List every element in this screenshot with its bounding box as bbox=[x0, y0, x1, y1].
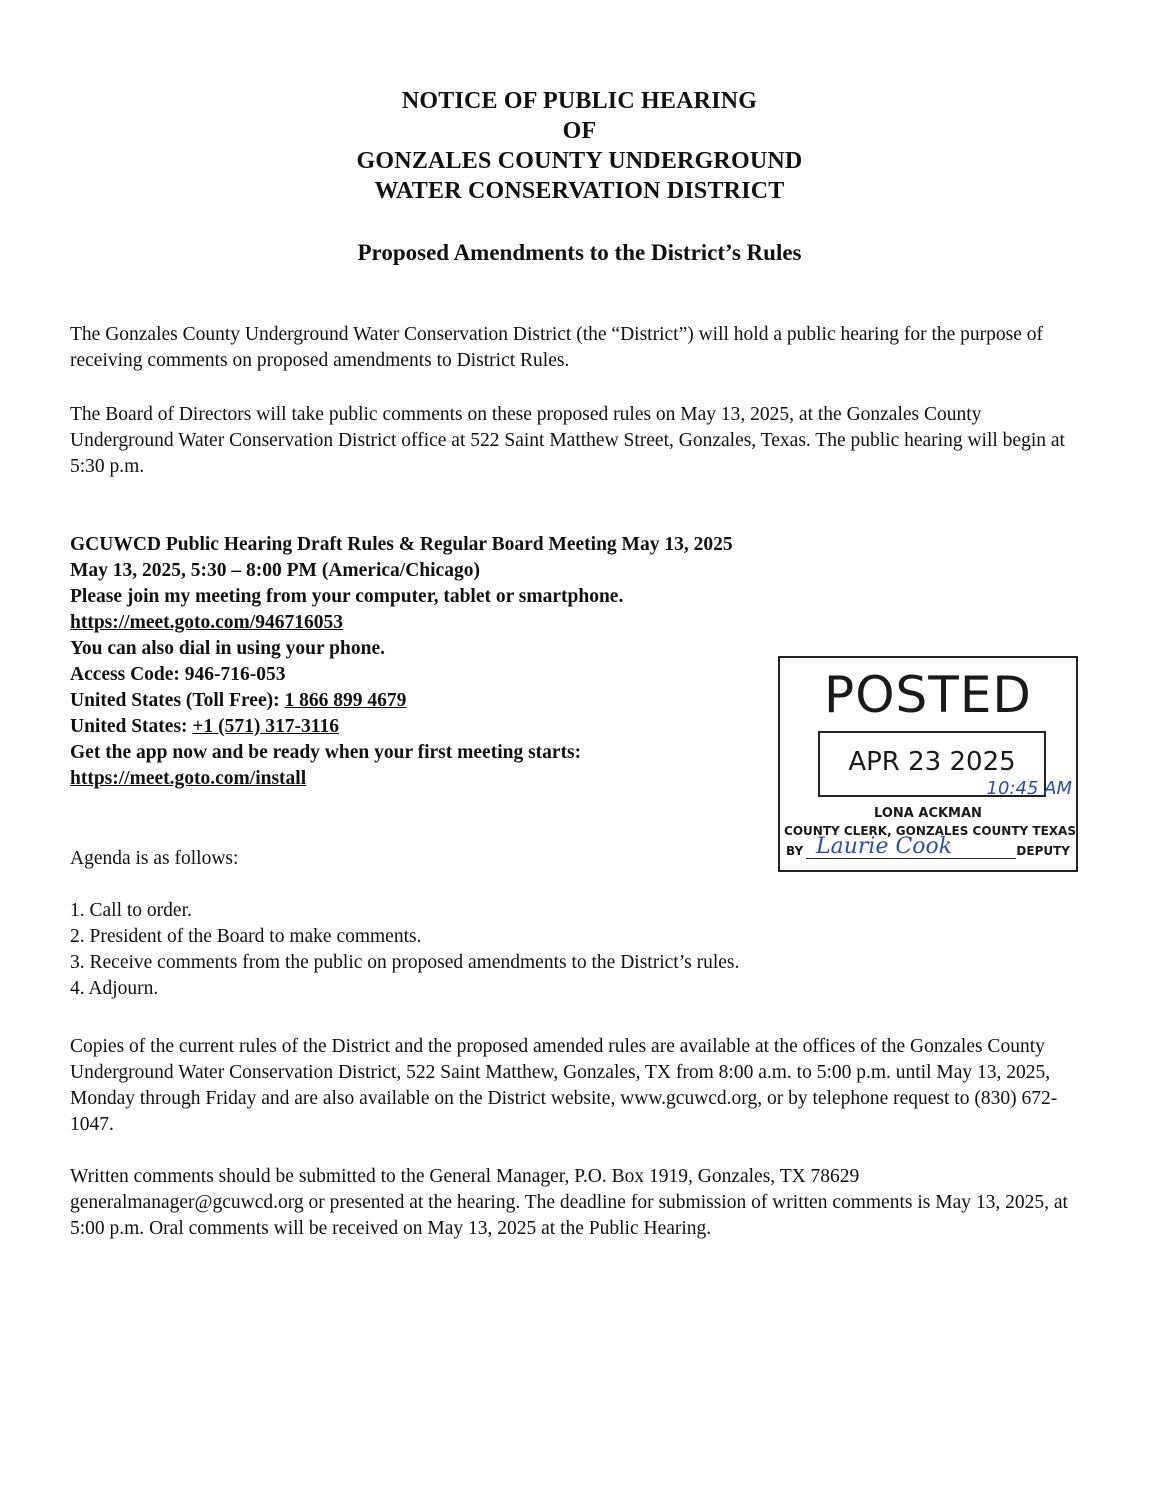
agenda-item: 3. Receive comments from the public on proposed amendments to the District’s rules. bbox=[70, 952, 740, 973]
meeting-title: GCUWCD Public Hearing Draft Rules & Regular Board Meeting May 13, 2025 bbox=[70, 534, 733, 555]
meeting-app-link[interactable]: https://meet.goto.com/install bbox=[70, 768, 307, 789]
stamp-clerk-name: LONA ACKMAN bbox=[874, 806, 982, 821]
title-line: NOTICE OF PUBLIC HEARING bbox=[401, 88, 758, 114]
agenda-item: 1. Call to order. bbox=[70, 900, 192, 921]
posted-stamp bbox=[778, 656, 1078, 872]
title-line: GONZALES COUNTY UNDERGROUND bbox=[356, 148, 803, 174]
title-line: OF bbox=[562, 118, 597, 144]
agenda-item: 4. Adjourn. bbox=[70, 978, 159, 999]
agenda-list bbox=[70, 898, 739, 1002]
stamp-posted-label: POSTED bbox=[824, 666, 1032, 724]
title-line: WATER CONSERVATION DISTRICT bbox=[374, 178, 785, 204]
meeting-join-link[interactable]: https://meet.goto.com/946716053 bbox=[70, 612, 343, 633]
stamp-by-label: BY bbox=[786, 844, 804, 858]
meeting-join-text: Please join my meeting from your computer, tablet or smartphone. bbox=[70, 586, 624, 607]
meeting-datetime: May 13, 2025, 5:30 – 8:00 PM (America/Chicago) bbox=[70, 560, 480, 581]
stamp-handwritten-time: 10:45 AM bbox=[986, 778, 1072, 799]
agenda-intro: Agenda is as follows: bbox=[70, 848, 239, 869]
meeting-app-text: Get the app now and be ready when your first meeting starts: bbox=[70, 742, 582, 763]
stamp-date: APR 23 2025 bbox=[848, 747, 1016, 777]
stamp-signature: Laurie Cook bbox=[816, 834, 953, 859]
meeting-access-code: Access Code: 946-716-053 bbox=[70, 664, 286, 685]
board-paragraph: The Board of Directors will take public comments on these proposed rules on May 13, 2025, at the Gonzales County Underground Water Conservation District office at 522 Saint Matthew Street, Gonzales, Texas. The public hearing will begin at 5:30 p.m. bbox=[70, 404, 1065, 477]
us-phone-label: United States: bbox=[70, 716, 193, 737]
us-phone-number-link[interactable]: +1 (571) 317-3116 bbox=[192, 716, 339, 737]
meeting-dial-text: You can also dial in using your phone. bbox=[70, 638, 385, 659]
stamp-deputy-label: DEPUTY bbox=[1016, 844, 1070, 858]
written-comments-paragraph: Written comments should be submitted to the General Manager, P.O. Box 1919, Gonzales, TX 78629 generalmanager@gcuwcd.org or presented at the hearing. The deadline for submission of written comments is May 13, 2025, at 5:00 p.m. Oral comments will be received on May 13, 2025 at the Public Hearing. bbox=[70, 1166, 1068, 1239]
notice-subtitle: Proposed Amendments to the District’s Rules bbox=[357, 240, 802, 265]
copies-paragraph: Copies of the current rules of the District and the proposed amended rules are available at the offices of the Gonzales County Underground Water Conservation District, 522 Saint Matthew, Gonzales, TX from 8:00 a.m. to 5:00 p.m. until May 13, 2025, Monday through Friday and are also available on the District website, www.gcuwcd.org, or by telephone request to (830) 672-1047. bbox=[70, 1036, 1058, 1135]
notice-title bbox=[0, 86, 1159, 206]
agenda-item: 2. President of the Board to make comments. bbox=[70, 926, 422, 947]
stamp-clerk-title: COUNTY CLERK, GONZALES COUNTY TEXAS bbox=[784, 824, 1076, 838]
intro-paragraph: The Gonzales County Underground Water Conservation District (the “District”) will hold a public hearing for the purpose of receiving comments on proposed amendments to District Rules. bbox=[70, 324, 1044, 371]
tollfree-number-link[interactable]: 1 866 899 4679 bbox=[284, 690, 407, 711]
tollfree-label: United States (Toll Free): bbox=[70, 690, 285, 711]
